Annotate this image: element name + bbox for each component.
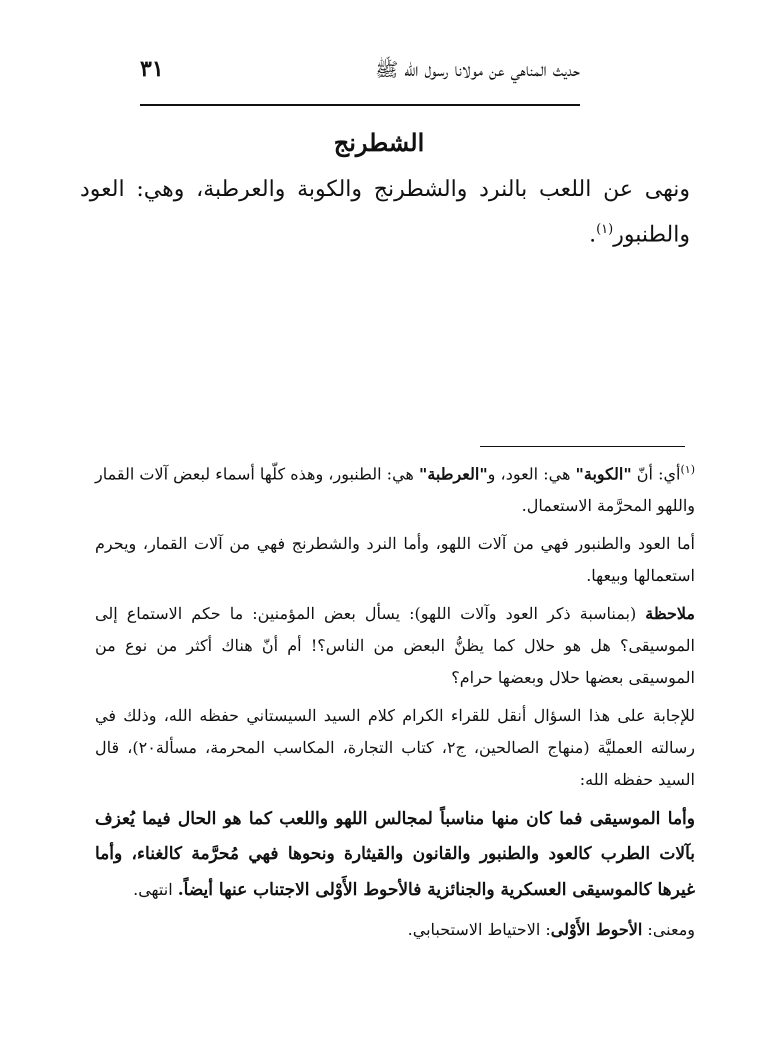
footnote-text: هي: العود، و bbox=[487, 464, 576, 484]
footnote-text: أي: أنّ bbox=[631, 464, 681, 484]
section-title: الشطرنج bbox=[333, 128, 425, 157]
note-body: (بمناسبة ذكر العود وآلات اللهو): يسأل بعض المؤمنين: ما حكم الاستماع إلى الموسيقى؟ هل هو حلال كما يظنُّ البعض من الناس؟! أم أنّ هناك أكثر من نوع من الموسيقى بعضها حلال وبعضها حرام؟ bbox=[95, 604, 696, 688]
meaning-paragraph bbox=[95, 914, 695, 946]
main-text-after: . bbox=[589, 222, 597, 248]
footnotes-area bbox=[95, 454, 695, 952]
footnote-number: (١) bbox=[680, 463, 695, 476]
header-rule bbox=[140, 104, 580, 106]
main-paragraph bbox=[80, 170, 690, 255]
footnote-separator bbox=[480, 446, 685, 447]
answer-paragraph: للإجابة على هذا السؤال أنقل للقراء الكرام كلام السيد السيستاني حفظه الله، وذلك في رسالته العمليَّة (منهاج الصالحين، ج٢، كتاب التجارة، المكاسب المحرمة، مسألة٢٠)، قال السيد حفظه الله: bbox=[95, 706, 695, 790]
footnote-paragraph-2: أما العود والطنبور فهي من آلات اللهو، وأما النرد والشطرنج فهي من آلات القمار، ويحرم استعمالها وبيعها. bbox=[95, 534, 695, 586]
footnote-1 bbox=[95, 454, 695, 522]
quote-end: انتهى. bbox=[133, 880, 178, 900]
quote-text: وأما الموسيقى فما كان منها مناسباً لمجالس اللهو واللعب كما هو الحال فيما يُعزف بآلات الطرب كالعود والطنبور والقانون والقيثارة ونحوها فهي مُحرَّمة كالغناء، وأما غيرها كالموسيقى العسكرية والجنائزية فالأحوط الأَوْلى الاجتناب عنها أيضاً. bbox=[95, 809, 695, 901]
term-artaba: "العرطبة" bbox=[418, 464, 488, 484]
running-title: حديث المناهي عن مولانا رسول الله ﷺ bbox=[375, 59, 580, 81]
meaning-prefix: ومعنى: bbox=[642, 920, 695, 940]
meaning-term: الأحوط الأَوْلى bbox=[550, 920, 643, 940]
meaning-body: : الاحتياط الاستحبابي. bbox=[407, 920, 551, 940]
note-paragraph bbox=[95, 598, 695, 694]
footnote-reference[interactable]: (١) bbox=[596, 222, 614, 237]
running-header bbox=[140, 58, 580, 90]
note-label: ملاحظة bbox=[645, 604, 695, 624]
page-number: ٣١ bbox=[140, 56, 164, 82]
main-text-before: ونهى عن اللعب بالنرد والشطرنج والكوبة والعرطبة، وهي: العود والطنبور bbox=[80, 177, 690, 248]
term-kuba: "الكوبة" bbox=[575, 464, 632, 484]
quoted-ruling bbox=[95, 802, 695, 908]
footnote-text: هي: الطنبور، وهذه كلّها أسماء لبعض آلات القمار واللهو المحرَّمة الاستعمال. bbox=[95, 464, 695, 516]
